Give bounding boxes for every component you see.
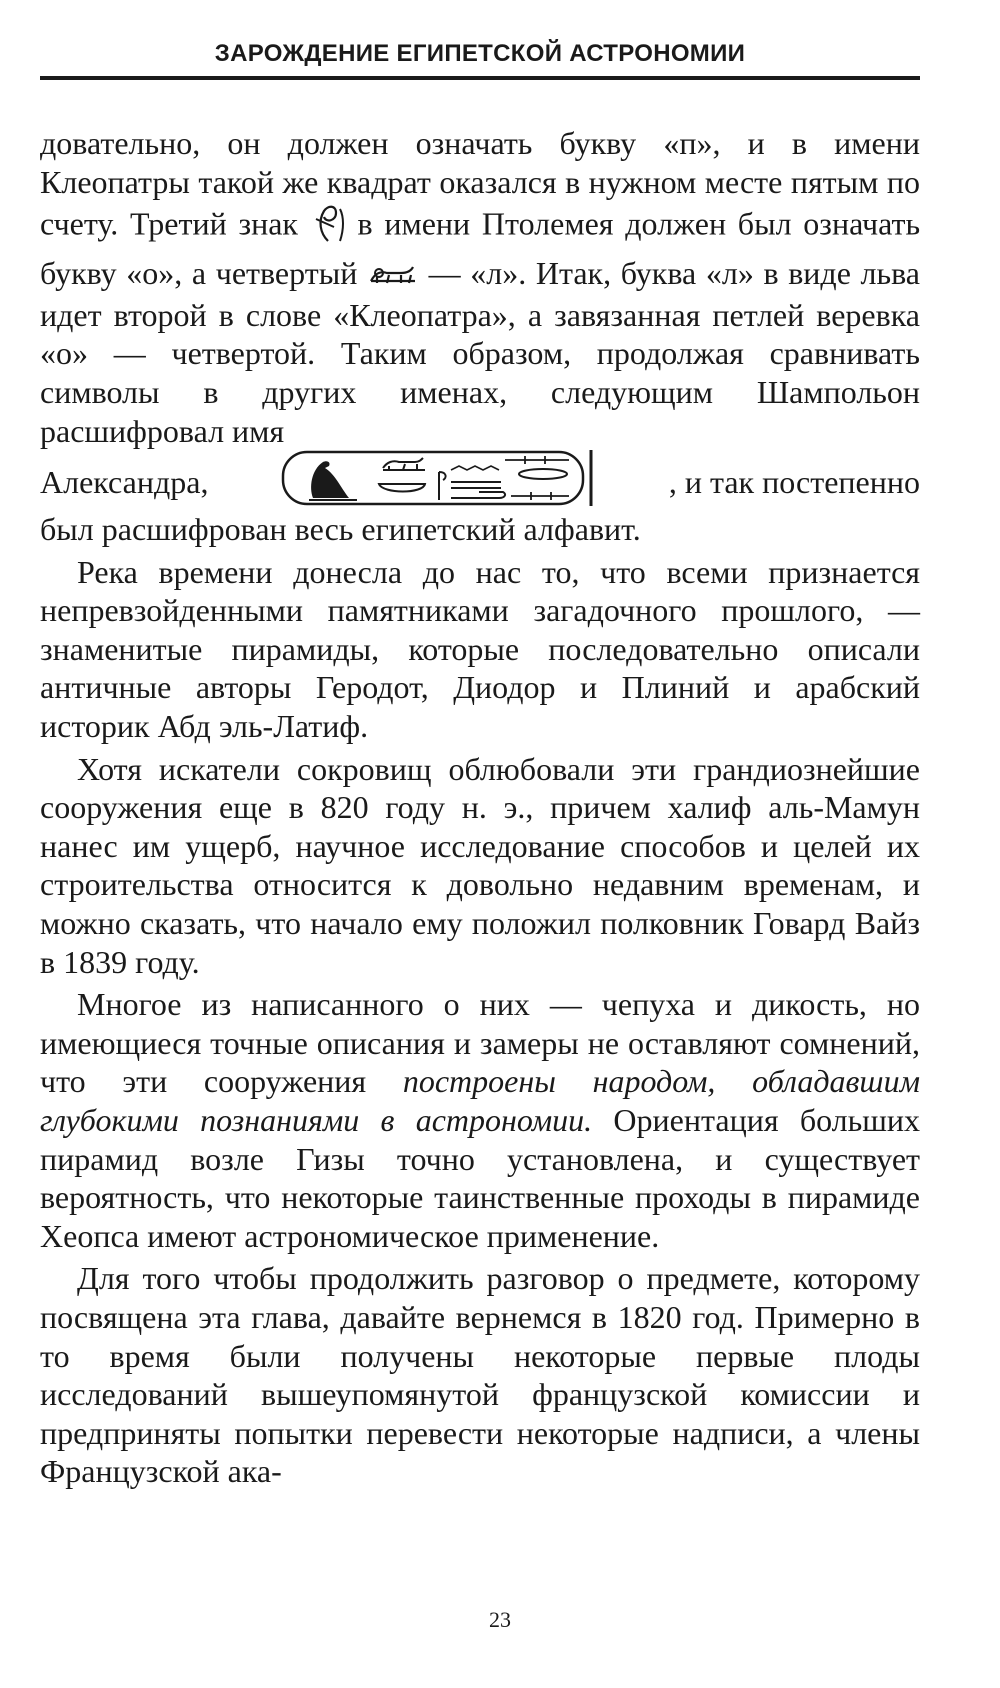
paragraph-4-emphasis: построены народом, обладавшим глубокими познаниями в астрономии.: [40, 1063, 921, 1139]
paragraph-1-end: был расшифрован весь египетский алфавит.: [40, 511, 641, 548]
alexander-cartouche-icon: [279, 448, 599, 516]
paragraph-4-part-1: Многое из написанного о них — чепуха и дикость, но имеющиеся точные описания и замеры не оставляют сомнений, что эти сооружения: [40, 986, 920, 1100]
paragraph-4-part-2: Ориентация больших пирамид возле Гизы точно установлена, и существует вероятность, что некоторые таинственные проходы в пирамиде Хеопса имеют астрономическое применение.: [40, 1102, 921, 1254]
paragraph-5: Для того чтобы продолжить разговор о предмете, которому посвящена эта глава, давайте вернемся в 1820 год. Примерно в то время были получены некоторые первые плоды исследований вышеупомянутой французской комиссии и предприняты попытки перевести некоторые надписи, а члены Французской ака-: [40, 1260, 920, 1490]
paragraph-1: [40, 124, 920, 450]
paragraph-1-part-4: Александра,: [40, 464, 209, 501]
page-number: 23: [489, 1607, 511, 1632]
running-head: ЗАРОЖДЕНИЕ ЕГИПЕТСКОЙ АСТРОНОМИИ: [40, 40, 920, 80]
paragraph-1-part-1: довательно, он должен означать букву «п», и в имени Клеопатры такой же квадрат оказался в нужном месте пятым по счету. Третий знак: [40, 125, 920, 242]
paragraph-3: Хотя искатели сокровищ облюбовали эти грандиознейшие сооружения еще в 820 году н. э., причем халиф аль-Мамун нанес им ущерб, научное исследование способов и целей их строительства относится к довольно недавним временам, и можно сказать, что начало ему положил полковник Говард Вайз в 1839 году.: [40, 750, 920, 980]
paragraph-1-part-3: — «л». Итак, буква «л» в виде льва идет второй в слове «Клеопатра», а завязанная петлей веревка «о» — четвертой. Таким образом, продолжая сравнивать символы в других именах, следующим Шампольон расшифровал имя: [40, 254, 921, 449]
cartouche-line: [40, 454, 920, 510]
body-text: [40, 124, 920, 1491]
paragraph-2: Река времени донесла до нас то, что всеми признается непревзойденными памятниками загадочного прошлого, — знаменитые пирамиды, которые последовательно описали античные авторы Геродот, Диодор и Плиний и арабский историк Абд эль-Латиф.: [40, 553, 920, 745]
paragraph-1-part-2: в имени Птолемея должен был означать букву «о», а четвертый: [40, 205, 921, 291]
book-page: [40, 40, 920, 1495]
paragraph-4: [40, 985, 920, 1255]
rope-loop-hieroglyph-icon: [310, 201, 346, 254]
lion-hieroglyph-icon: [367, 257, 419, 296]
paragraph-1-part-5: , и так постепенно: [668, 464, 920, 501]
